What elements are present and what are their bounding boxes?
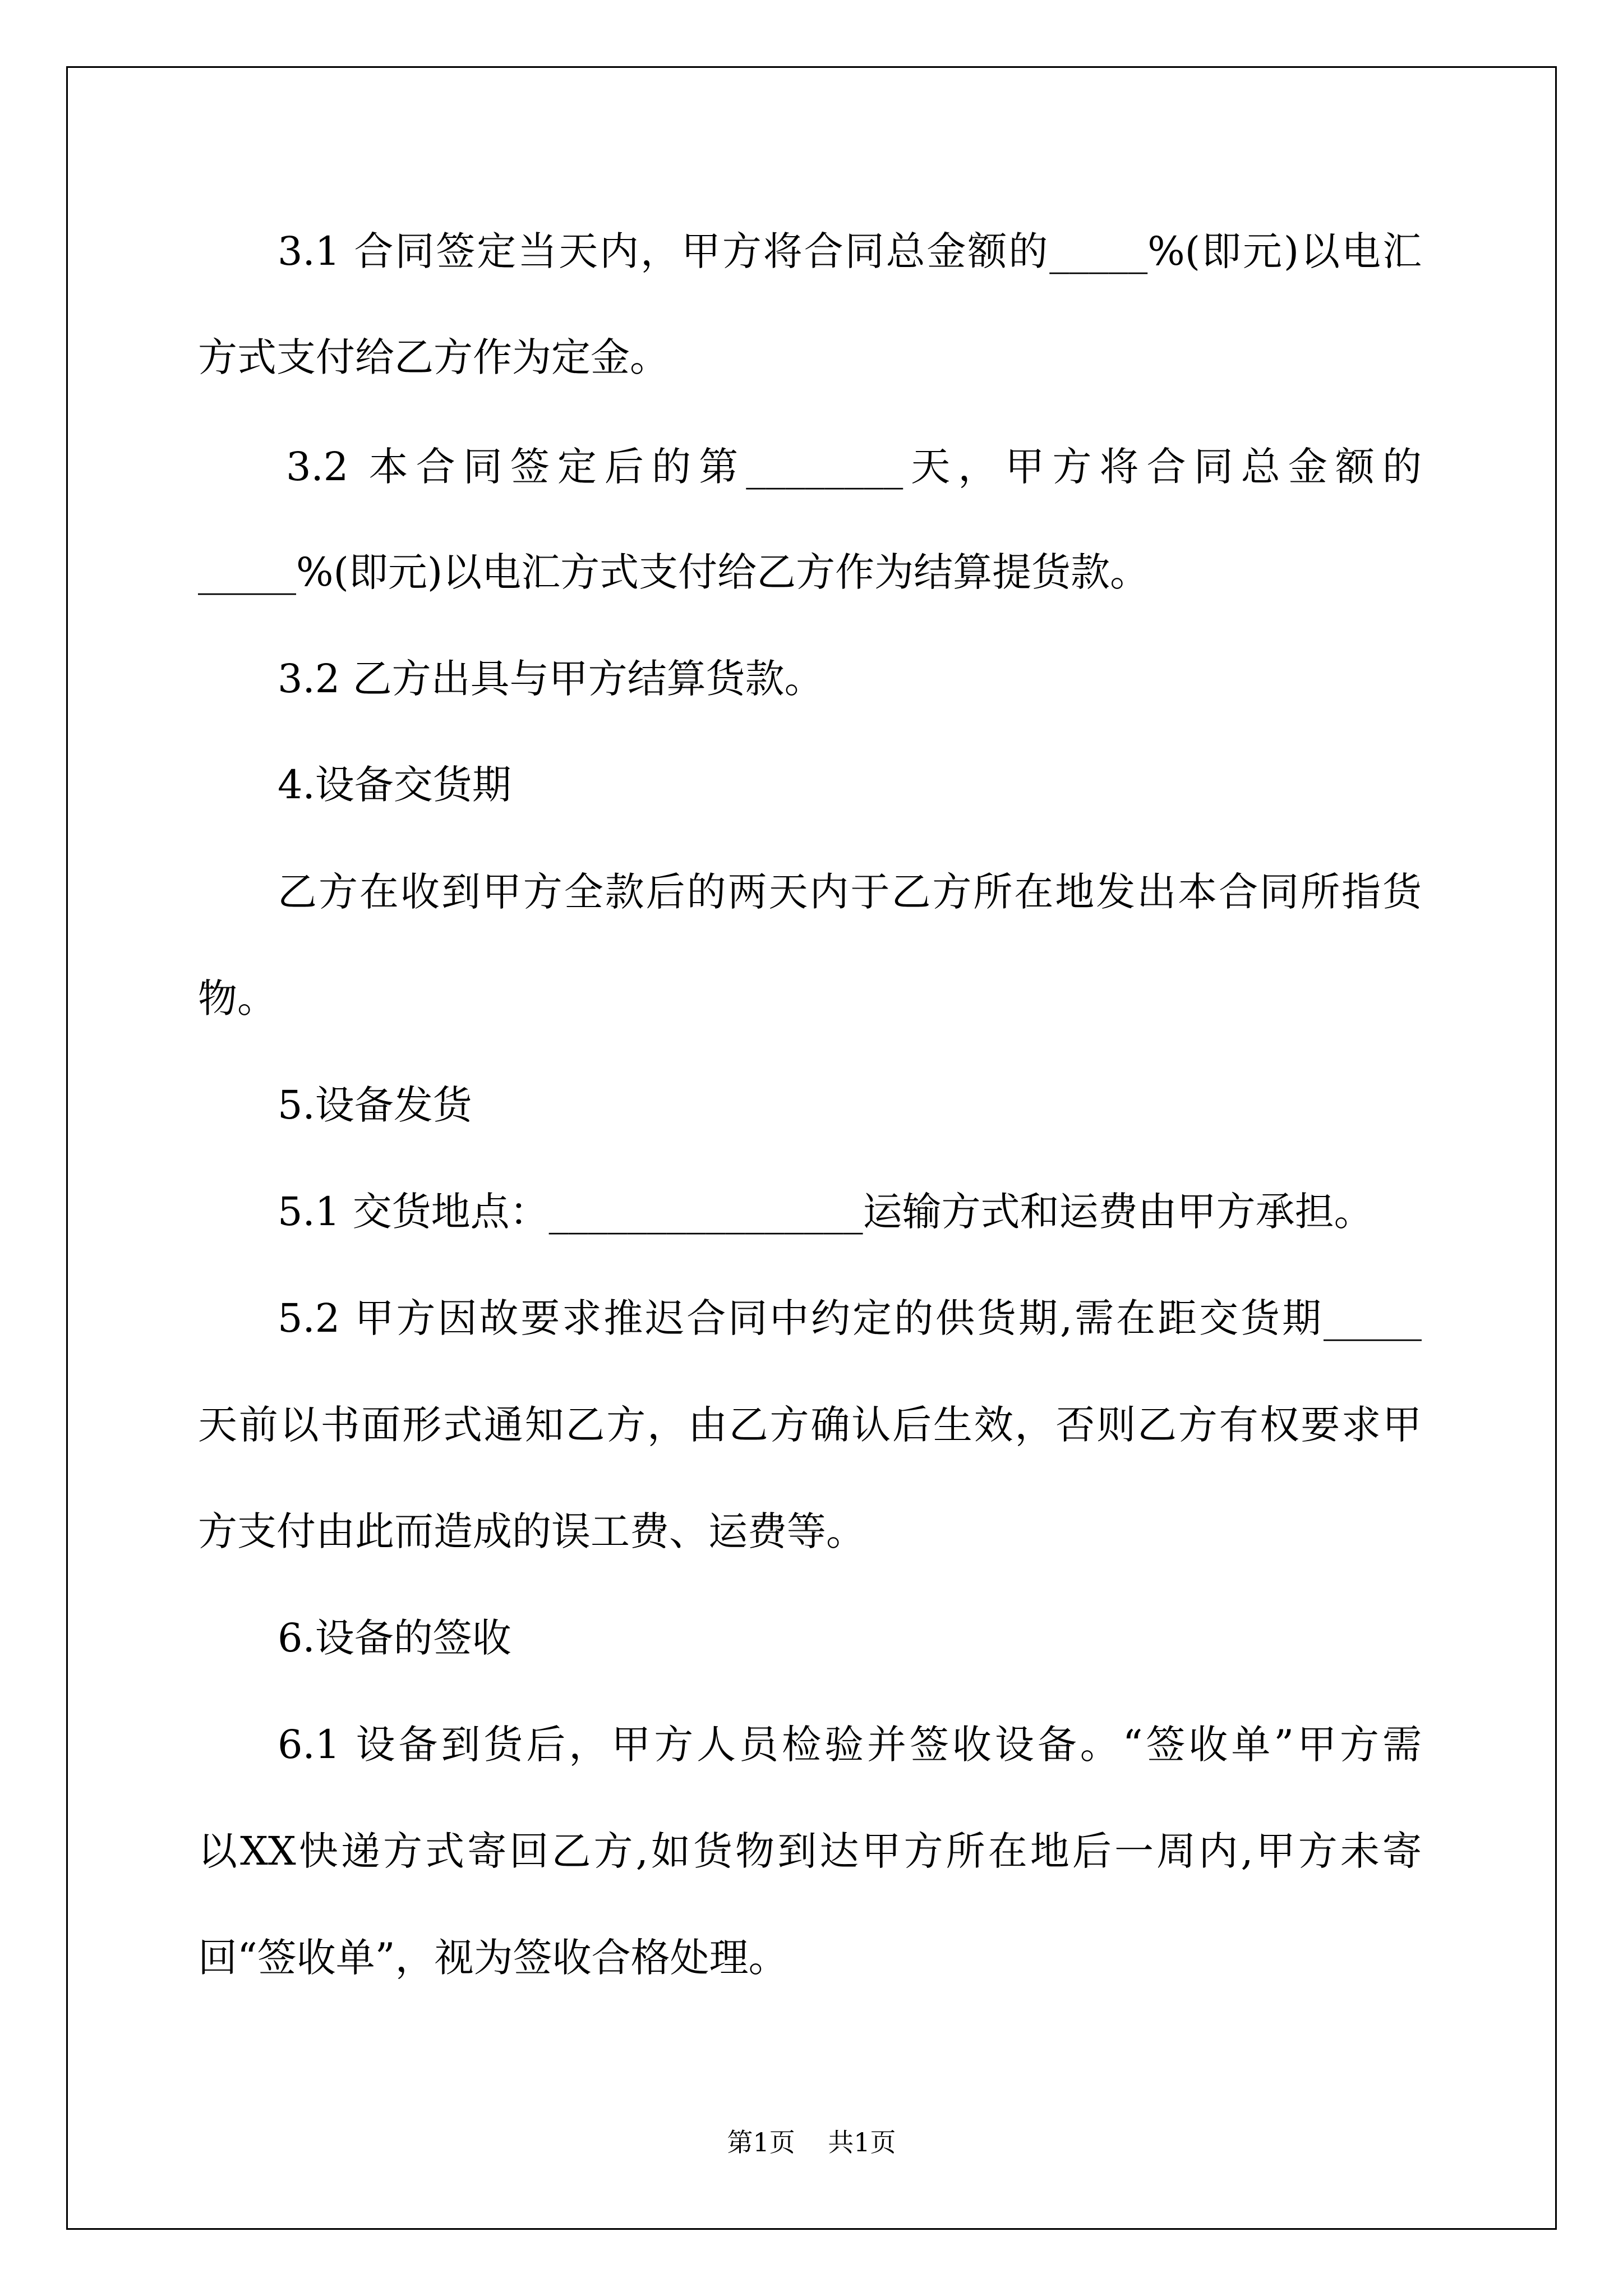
text-line-6-1-c: 回“签收单”，视为签收合格处理。	[198, 1935, 788, 1981]
text-line-4-a: 乙方在收到甲方全款后的两天内于乙方所在地发出本合同所指货	[278, 869, 1422, 915]
text-line-3-2-c: 3.2 乙方出具与甲方结算货款。	[278, 656, 824, 702]
text-line-3-1-a: 3.1 合同签定当天内，甲方将合同总金额的_____%(即元)以电汇	[278, 228, 1422, 274]
text-line-3-1-b: 方式支付给乙方作为定金。	[198, 334, 669, 380]
page-number-footer: 第1页 共1页	[727, 2127, 896, 2157]
section-heading-6: 6.设备的签收	[278, 1615, 511, 1661]
section-heading-5: 5.设备发货	[278, 1082, 472, 1128]
page-border	[66, 66, 1557, 2230]
text-line-5-1: 5.1 交货地点：________________运输方式和运费由甲方承担。	[278, 1189, 1373, 1235]
text-line-6-1-b: 以XX快递方式寄回乙方,如货物到达甲方所在地后一周内,甲方未寄	[198, 1828, 1422, 1874]
text-line-4-b: 物。	[198, 976, 276, 1022]
text-line-5-2-a: 5.2 甲方因故要求推迟合同中约定的供货期,需在距交货期_____	[278, 1295, 1422, 1341]
text-line-6-1-a: 6.1 设备到货后，甲方人员检验并签收设备。“签收单”甲方需	[278, 1722, 1422, 1768]
text-line-5-2-b: 天前以书面形式通知乙方，由乙方确认后生效，否则乙方有权要求甲	[198, 1402, 1422, 1448]
text-line-3-2-a: 3.2 本合同签定后的第________天，甲方将合同总金额的	[286, 444, 1422, 490]
text-line-3-2-b: _____%(即元)以电汇方式支付给乙方作为结算提货款。	[198, 549, 1150, 595]
section-heading-4: 4.设备交货期	[278, 762, 511, 808]
text-line-5-2-c: 方支付由此而造成的误工费、运费等。	[198, 1508, 865, 1554]
